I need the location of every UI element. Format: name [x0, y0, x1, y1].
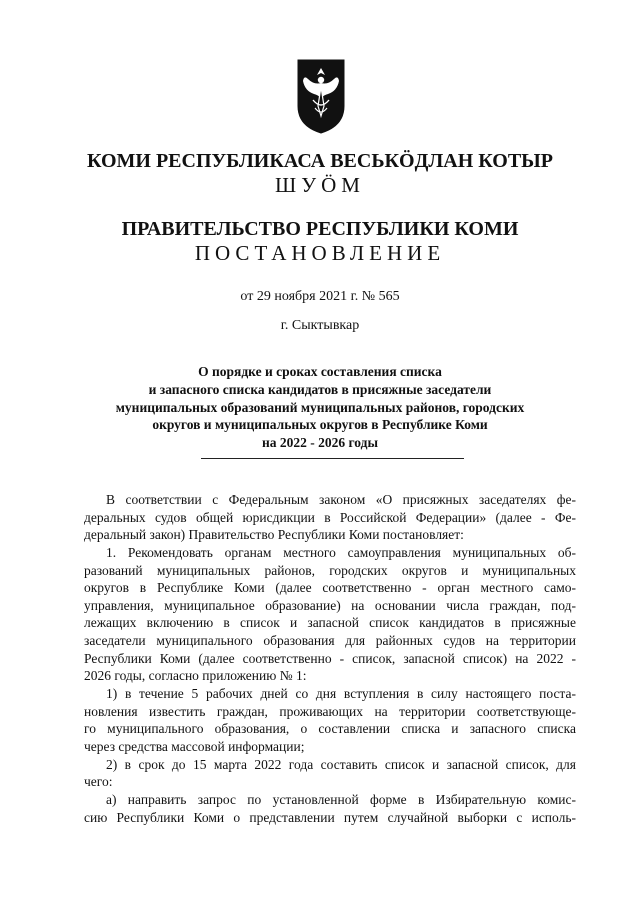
title-line: О порядке и сроках составления списка: [198, 364, 442, 379]
decree-city: г. Сыктывкар: [280, 318, 360, 333]
komi-government-title: КОМИ РЕСПУБЛИКАСА ВЕСЬКÖДЛАН КОТЫР: [86, 150, 554, 172]
coat-of-arms-icon: [296, 58, 346, 134]
government-title: ПРАВИТЕЛЬСТВО РЕСПУБЛИКИ КОМИ: [121, 218, 519, 240]
title-line: муниципальных образований муниципальных районов, городских: [115, 399, 525, 415]
body-line: заседатели муниципального образования для районных судов на территории: [84, 633, 576, 649]
body-line: разований муниципальных районов, городских округов и муниципальных: [84, 562, 576, 578]
body-line: го муниципального образования, о составлении списка и запасного списка: [84, 721, 576, 737]
komi-decree-label: ШУÖМ: [275, 173, 365, 197]
body-line: лежащих включению в список и запасной список кандидатов в присяжные: [84, 615, 576, 631]
body-line: деральный закон) Правительство Республики Коми постановляет:: [84, 527, 464, 543]
body-line: а) направить запрос по установленной форме в Избирательную комис-: [106, 791, 576, 807]
body-line: деральных судов общей юрисдикции в Российской Федерации» (далее - Фе-: [84, 509, 576, 525]
body-line: через средства массовой информации;: [84, 738, 305, 754]
decree-date-number: от 29 ноября 2021 г. № 565: [240, 289, 400, 304]
title-line: округов и муниципальных округов в Республике Коми: [152, 417, 488, 433]
document-title: [0, 363, 640, 452]
body-line: 1. Рекомендовать органам местного самоуправления муниципальных об-: [106, 544, 576, 560]
body-line: 2) в срок до 15 марта 2022 года составить список и запасной список, для: [106, 756, 576, 772]
body-line: округов в Республике Коми (далее соответственно - орган местного само-: [84, 580, 576, 596]
document-body: [84, 491, 576, 826]
body-line: В соответствии с Федеральным законом «О присяжных заседателях фе-: [106, 492, 576, 507]
title-line: и запасного списка кандидатов в присяжные заседатели: [148, 381, 492, 397]
title-divider: [201, 458, 464, 459]
body-line: Республики Коми (далее соответственно - список, запасной список) на 2022 -: [84, 650, 576, 666]
body-line: управления, муниципальное образование) на основании числа граждан, под-: [84, 597, 576, 613]
body-line: 2026 годы, согласно приложению № 1:: [84, 668, 307, 684]
body-line: 1) в течение 5 рабочих дней со дня вступления в силу настоящего поста-: [106, 686, 576, 702]
body-line: новления известить граждан, проживающих на территории соответствующе-: [84, 703, 576, 719]
body-line: сию Республики Коми о представлении путем случайной выборки с исполь-: [84, 809, 576, 825]
body-line: чего:: [84, 774, 113, 790]
title-line: на 2022 - 2026 годы: [261, 435, 379, 451]
decree-label: ПОСТАНОВЛЕНИЕ: [194, 241, 446, 265]
